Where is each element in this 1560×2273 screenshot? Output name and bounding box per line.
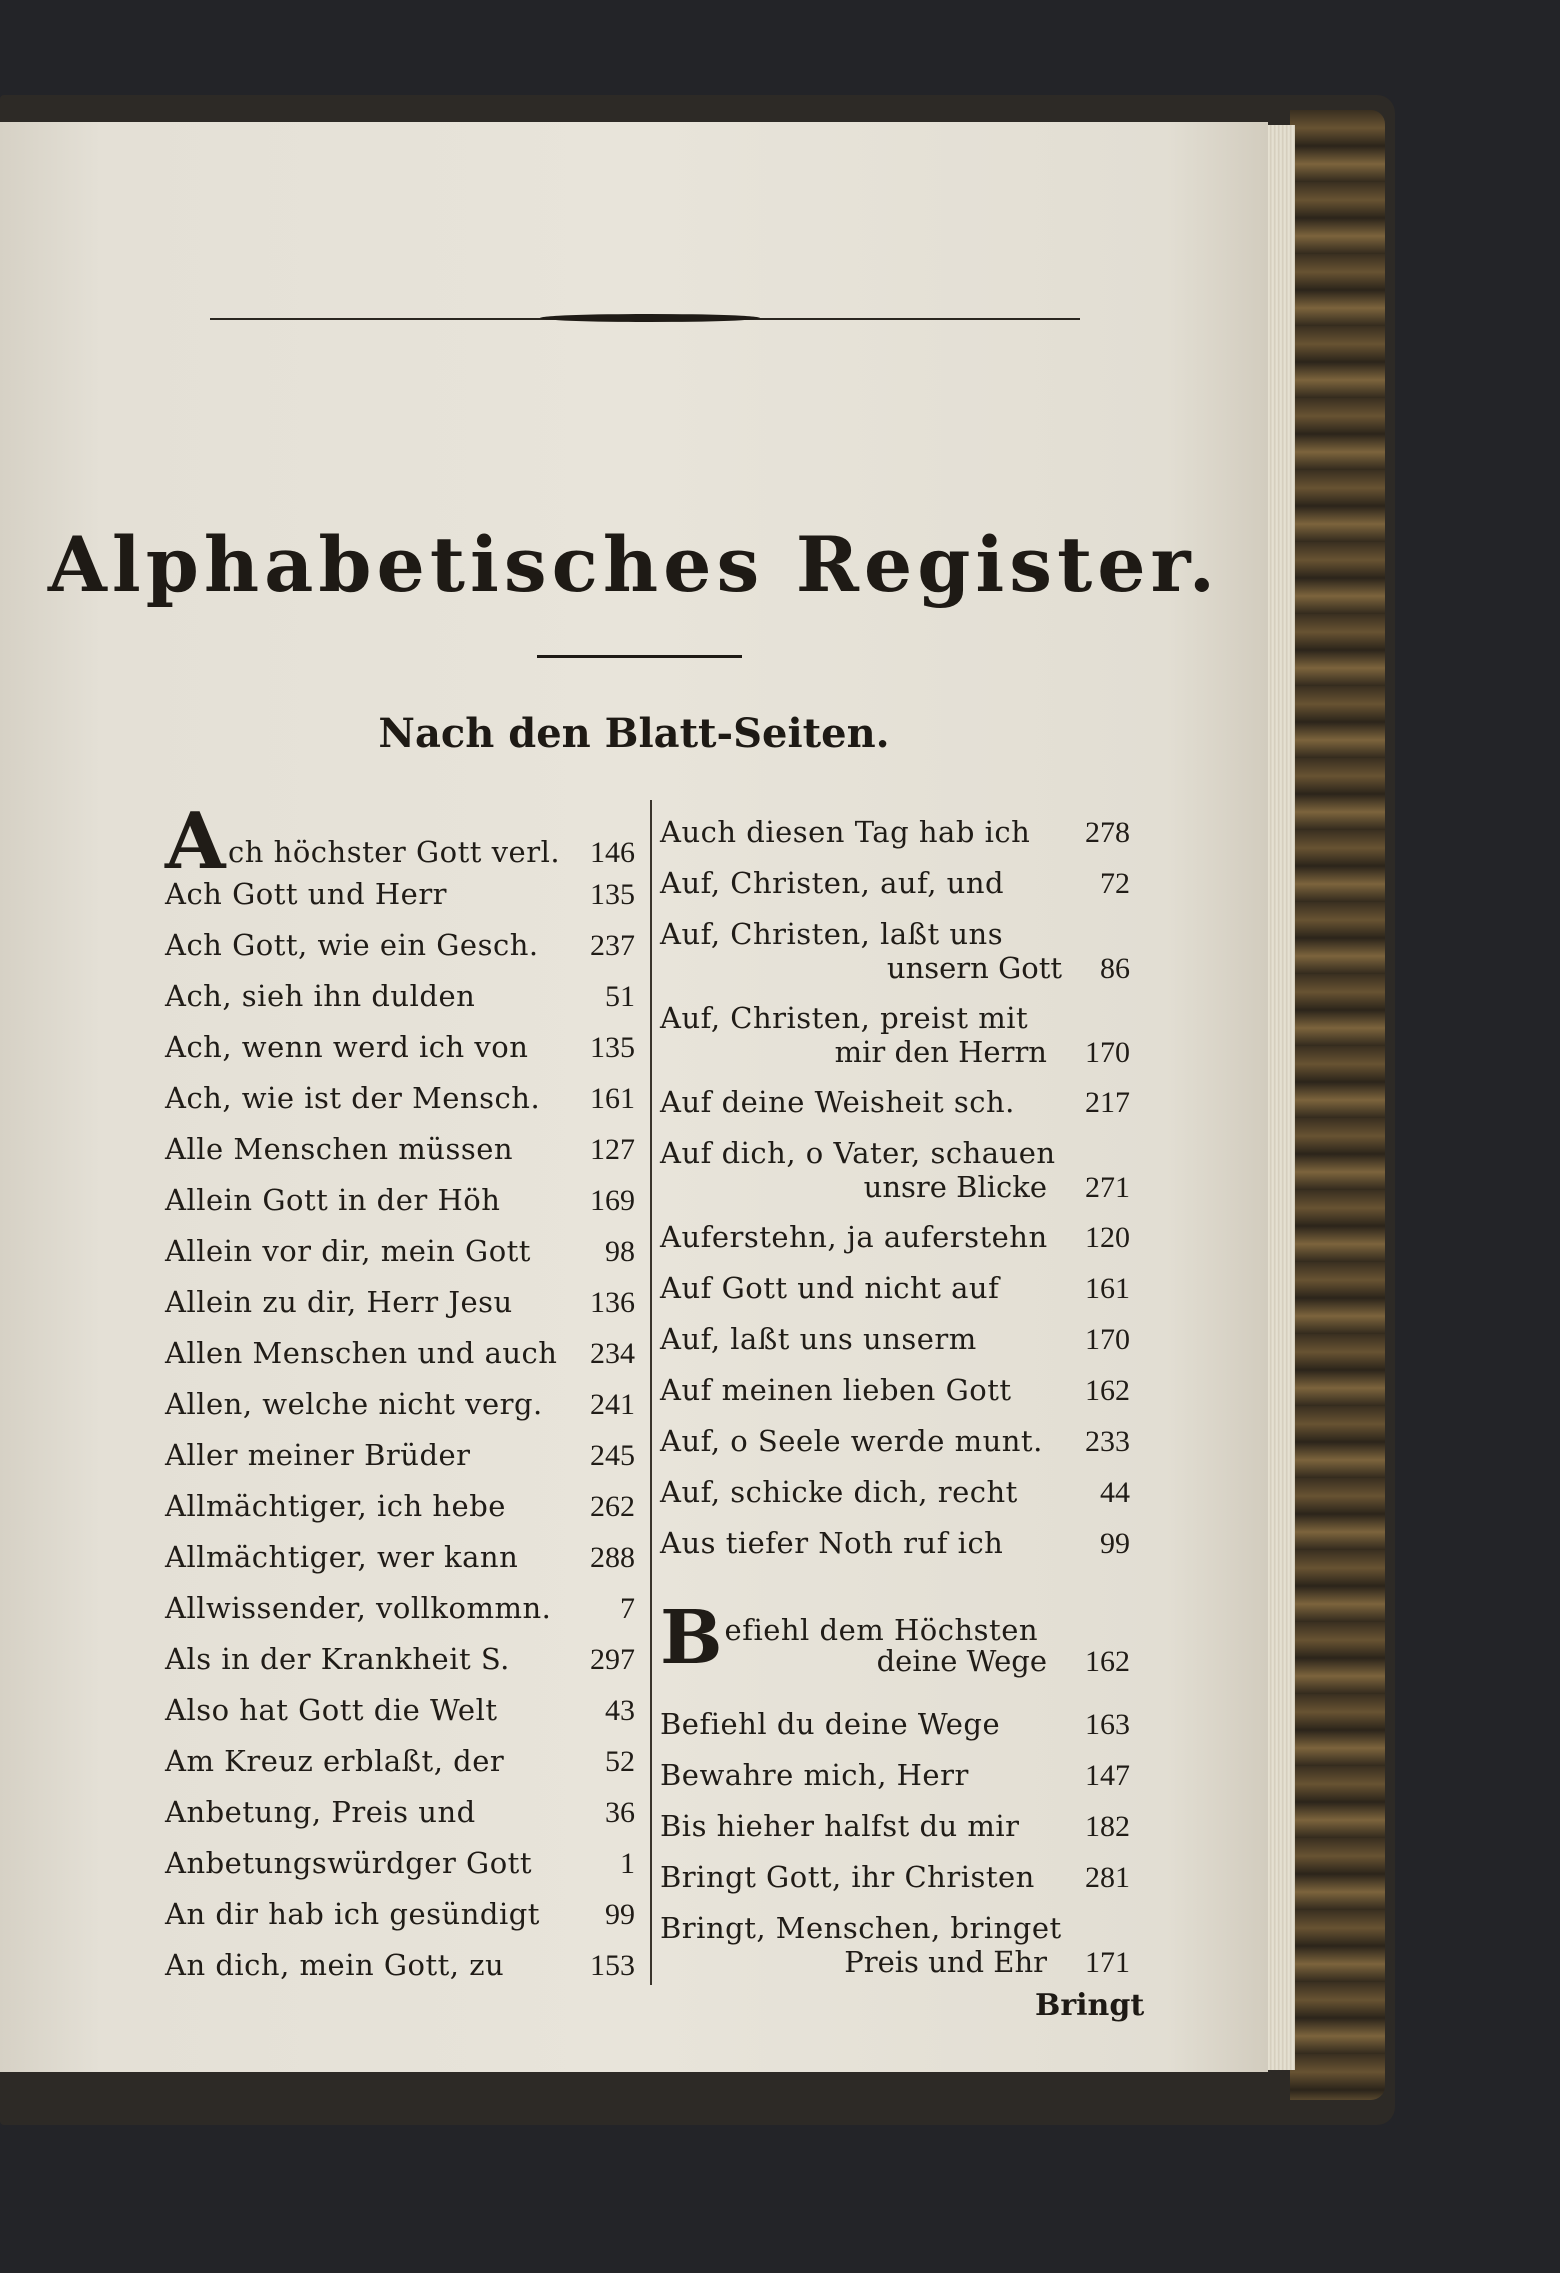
- index-entry: [165, 928, 635, 979]
- entry-title: Allein Gott in der Höh: [165, 1183, 501, 1217]
- entry-title-rest: ch höchster Gott verl.: [228, 835, 561, 869]
- page-number: 281: [1085, 1861, 1130, 1894]
- index-entry: [660, 1322, 1130, 1373]
- entry-title: Befiehl du deine Wege: [660, 1707, 1001, 1741]
- entry-title-continued: Preis und Ehr: [844, 1945, 1047, 1979]
- index-entry: [660, 1911, 1130, 1995]
- index-entry: [660, 1271, 1130, 1322]
- entry-title: Auf, laßt uns unserm: [660, 1322, 977, 1356]
- page-number: 245: [590, 1439, 635, 1472]
- entry-second-line: [660, 1035, 1130, 1070]
- page-number: 36: [605, 1796, 635, 1829]
- page-number: 120: [1085, 1221, 1130, 1254]
- index-entry: [660, 1860, 1130, 1911]
- index-entry: [165, 1234, 635, 1285]
- index-entry: [165, 1081, 635, 1132]
- index-entry: [165, 1693, 635, 1744]
- page-number: 288: [590, 1541, 635, 1574]
- page-number: 98: [605, 1235, 635, 1268]
- entry-second-line: [660, 1644, 1130, 1679]
- index-entry: [165, 1489, 635, 1540]
- index-entry: [165, 1744, 635, 1795]
- entry-title: efiehl dem Höchsten: [724, 1613, 1039, 1647]
- page-number: 161: [590, 1082, 635, 1115]
- entry-title: Bewahre mich, Herr: [660, 1758, 969, 1792]
- entry-title: Auferstehn, ja auferstehn: [660, 1220, 1048, 1254]
- entry-title: Allmächtiger, wer kann: [165, 1540, 519, 1574]
- page-number: 127: [590, 1133, 635, 1166]
- page-number: 234: [590, 1337, 635, 1370]
- page-number: 51: [605, 980, 635, 1013]
- index-entry: [660, 1595, 1130, 1707]
- index-entry: [660, 1707, 1130, 1758]
- index-entry: [660, 1424, 1130, 1475]
- entry-second-line: [660, 1170, 1130, 1205]
- entry-title: Ach Gott und Herr: [165, 877, 448, 911]
- index-entry: [660, 1220, 1130, 1271]
- index-entry: [660, 1085, 1130, 1136]
- entry-title: Allen, welche nicht verg.: [165, 1387, 543, 1421]
- index-entry: [660, 1373, 1130, 1424]
- index-entry: [165, 979, 635, 1030]
- entry-title: Aller meiner Brüder: [165, 1438, 471, 1472]
- section-gap: [660, 1577, 1130, 1607]
- entry-title: [165, 796, 561, 887]
- index-entry: [165, 877, 635, 928]
- entry-title: Ach Gott, wie ein Gesch.: [165, 928, 539, 962]
- drop-cap: B: [660, 1595, 723, 1681]
- catchword: Bringt: [1035, 1988, 1145, 2023]
- page-number: 163: [1085, 1708, 1130, 1741]
- page-number: 161: [1085, 1272, 1130, 1305]
- entry-title: Allmächtiger, ich hebe: [165, 1489, 506, 1523]
- book-spine-ornament: [1290, 110, 1385, 2100]
- page-number: 233: [1085, 1425, 1130, 1458]
- entry-title: Auf, schicke dich, recht: [660, 1475, 1018, 1509]
- page-number: 297: [590, 1643, 635, 1676]
- right-column: [660, 815, 1130, 1995]
- entry-title: Also hat Gott die Welt: [165, 1693, 498, 1727]
- left-column: [165, 796, 635, 1999]
- entry-title: Auf Gott und nicht auf: [660, 1271, 1000, 1305]
- index-entry: [660, 1475, 1130, 1526]
- entry-title: Auf meinen lieben Gott: [660, 1373, 1012, 1407]
- index-entry: [660, 1526, 1130, 1577]
- entry-title: Am Kreuz erblaßt, der: [165, 1744, 505, 1778]
- column-divider: [650, 800, 652, 1985]
- entry-second-line: [660, 1945, 1130, 1980]
- entry-second-line: [660, 951, 1130, 986]
- entry-title: Allein vor dir, mein Gott: [165, 1234, 531, 1268]
- page-number: 43: [605, 1694, 635, 1727]
- entry-title: Allen Menschen und auch: [165, 1336, 558, 1370]
- entry-title: Alle Menschen müssen: [165, 1132, 514, 1166]
- page-number: 72: [1100, 867, 1130, 900]
- entry-title: Auf dich, o Vater, schauen: [660, 1136, 1056, 1170]
- entry-title: Bringt Gott, ihr Christen: [660, 1860, 1035, 1894]
- entry-title: Auch diesen Tag hab ich: [660, 815, 1031, 849]
- entry-title: Anbetung, Preis und: [165, 1795, 476, 1829]
- entry-title: Auf, Christen, auf, und: [660, 866, 1005, 900]
- index-entry: [165, 1540, 635, 1591]
- page-number: 271: [1085, 1171, 1130, 1204]
- index-entry: [165, 1591, 635, 1642]
- entry-title-continued: deine Wege: [876, 1643, 1047, 1678]
- index-entry: [165, 1948, 635, 1999]
- page-number: 278: [1085, 816, 1130, 849]
- entry-title: Als in der Krankheit S.: [165, 1642, 510, 1676]
- page-number: 170: [1085, 1036, 1130, 1069]
- header-rule-ornament: [540, 314, 760, 322]
- index-entry: [165, 1285, 635, 1336]
- index-entry: [165, 1183, 635, 1234]
- entry-title-continued: unsern Gott: [886, 951, 1062, 985]
- index-entry: [660, 1809, 1130, 1860]
- entry-title: Allein zu dir, Herr Jesu: [165, 1285, 513, 1319]
- page-number: 162: [1085, 1644, 1130, 1678]
- index-entry: [165, 796, 635, 887]
- index-entry: [165, 1846, 635, 1897]
- page-number: 217: [1085, 1086, 1130, 1119]
- entry-title: An dich, mein Gott, zu: [165, 1948, 505, 1982]
- page-number: 182: [1085, 1810, 1130, 1843]
- index-entry: [660, 1136, 1130, 1220]
- page-number: 136: [590, 1286, 635, 1319]
- entry-title: Allwissender, vollkommn.: [165, 1591, 552, 1625]
- page-number: 44: [1100, 1476, 1130, 1509]
- entry-title: Aus tiefer Noth ruf ich: [660, 1526, 1004, 1560]
- index-entry: [660, 866, 1130, 917]
- index-entry: [165, 1897, 635, 1948]
- page-number: 135: [590, 1031, 635, 1064]
- entry-title: Auf, Christen, laßt uns: [660, 917, 1004, 951]
- index-entry: [165, 1132, 635, 1183]
- index-entry: [165, 1336, 635, 1387]
- index-entry: [660, 917, 1130, 1001]
- page-number: 147: [1085, 1759, 1130, 1792]
- entry-title: Ach, wenn werd ich von: [165, 1030, 529, 1064]
- page-number: 7: [620, 1592, 635, 1625]
- index-entry: [660, 815, 1130, 866]
- page-number: 169: [590, 1184, 635, 1217]
- entry-title: Ach, wie ist der Mensch.: [165, 1081, 541, 1115]
- index-entry: [165, 1438, 635, 1489]
- entry-title: Auf, o Seele werde munt.: [660, 1424, 1043, 1458]
- index-entry: [165, 1642, 635, 1693]
- entry-title: Ach, sieh ihn dulden: [165, 979, 476, 1013]
- index-entry: [660, 1001, 1130, 1085]
- page-number: 170: [1085, 1323, 1130, 1356]
- page-number: 86: [1100, 952, 1130, 985]
- entry-title-continued: mir den Herrn: [834, 1035, 1047, 1069]
- index-entry: [165, 1387, 635, 1438]
- entry-title: Bis hieher halfst du mir: [660, 1809, 1020, 1843]
- entry-title-continued: unsre Blicke: [863, 1170, 1047, 1204]
- entry-title: An dir hab ich gesündigt: [165, 1897, 540, 1931]
- page-number: 237: [590, 929, 635, 962]
- page-number: 153: [590, 1949, 635, 1982]
- page-number: 171: [1085, 1946, 1130, 1979]
- page-number: 262: [590, 1490, 635, 1523]
- page-number: 1: [620, 1847, 635, 1880]
- page-number: 162: [1085, 1374, 1130, 1407]
- entry-title: Anbetungswürdger Gott: [165, 1846, 532, 1880]
- index-entry: [660, 1758, 1130, 1809]
- page-number: 52: [605, 1745, 635, 1778]
- index-entry: [165, 1795, 635, 1846]
- page-number: 146: [590, 836, 635, 869]
- drop-cap: A: [165, 796, 227, 887]
- page-number: 99: [1100, 1527, 1130, 1560]
- page-subtitle: Nach den Blatt-Seiten.: [378, 710, 890, 757]
- page-number: 241: [590, 1388, 635, 1421]
- page-title: Alphabetisches Register.: [47, 520, 1221, 609]
- entry-title: Auf deine Weisheit sch.: [660, 1085, 1015, 1119]
- page-number: 135: [590, 878, 635, 911]
- index-entry: [165, 1030, 635, 1081]
- title-rule: [537, 655, 742, 658]
- entry-title: Auf, Christen, preist mit: [660, 1001, 1029, 1035]
- entry-title: Bringt, Menschen, bringet: [660, 1911, 1062, 1945]
- page-number: 99: [605, 1898, 635, 1931]
